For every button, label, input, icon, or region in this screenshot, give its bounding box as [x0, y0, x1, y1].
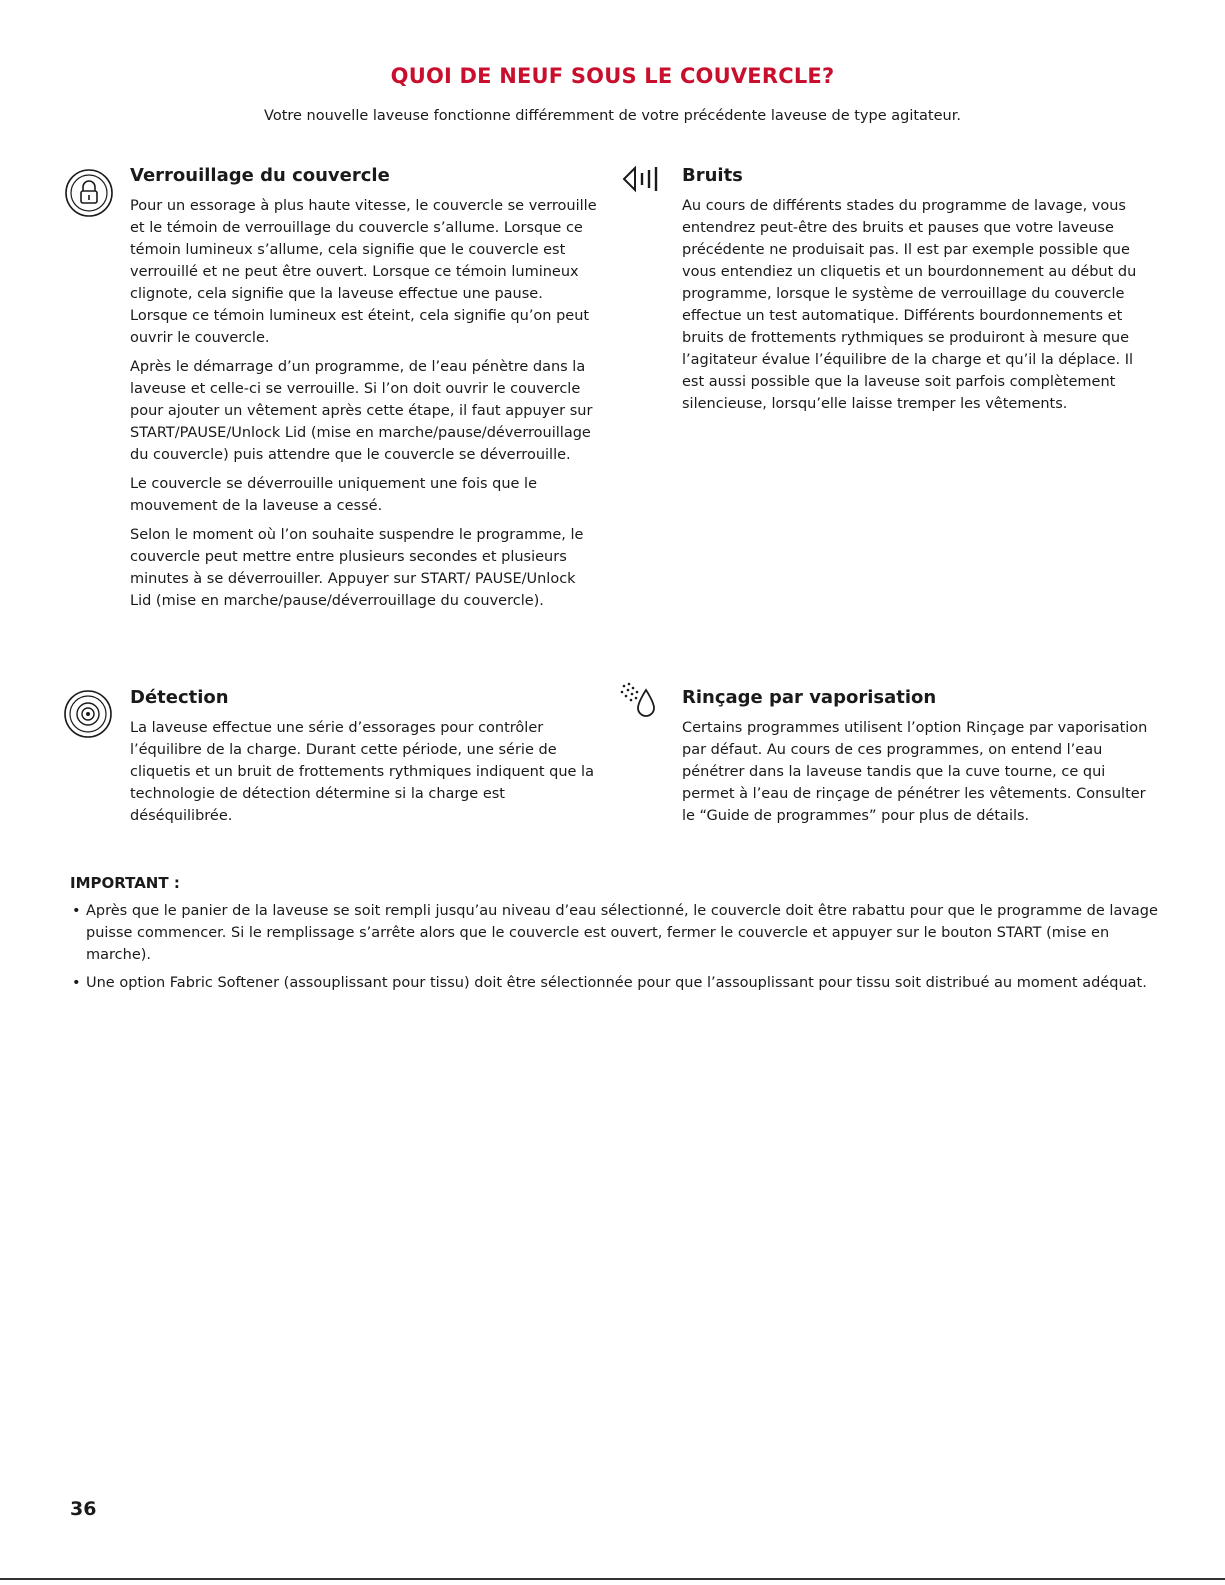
list-item: • Après que le panier de la laveuse se soit rempli jusqu’au niveau d’eau sélectionné, le couvercle doit être rabattu pour que le programme de lavage puisse commencer. Si le remplissage s’arrête alors que le couvercle est ouvert, fermer le couvercle et appuyer sur le bouton START (mise en marche).	[70, 900, 1160, 966]
sensing-icon	[62, 688, 114, 744]
important-list	[70, 900, 1160, 994]
page-number: 36	[70, 1498, 97, 1520]
page-subtitle: Votre nouvelle laveuse fonctionne différemment de votre précédente laveuse de type agitateur.	[264, 108, 961, 124]
list-item: • Une option Fabric Softener (assouplissant pour tissu) doit être sélectionnée pour que l’assouplissant pour tissu soit distribué au moment adéquat.	[70, 972, 1160, 994]
spray-rinse-icon	[618, 680, 664, 724]
page-title: QUOI DE NEUF SOUS LE COUVERCLE?	[390, 64, 835, 88]
paragraph: La laveuse effectue une série d’essorages pour contrôler l’équilibre de la charge. Durant cette période, une série de cliquetis et un bruit de frottements rythmiques indiquent que la technologie de détection détermine si la charge est déséquilibrée.	[130, 720, 594, 824]
paragraph: Le couvercle se déverrouille uniquement une fois que le mouvement de la laveuse a cessé.	[130, 476, 538, 514]
section-sensing	[130, 685, 600, 834]
lid-lock-icon	[63, 167, 115, 223]
section-heading: Verrouillage du couvercle	[130, 165, 390, 186]
section-heading: Bruits	[682, 165, 743, 186]
section-heading: Rinçage par vaporisation	[682, 687, 937, 708]
paragraph: Selon le moment où l’on souhaite suspendre le programme, le couvercle peut mettre entre plusieurs secondes et plusieurs minutes à se déverrouiller. Appuyer sur START/ PAUSE/Unlock Lid (mise en marche/pause/déverrouillage du couvercle).	[130, 527, 584, 609]
paragraph: Pour un essorage à plus haute vitesse, le couvercle se verrouille et le témoin de verrouillage du couvercle s’allume. Lorsque ce témoin lumineux s’allume, cela signifie que le couvercle est verrouillé et ne peut être ouvert. Lorsque ce témoin lumineux clignote, cela signifie que la laveuse effectue une pause. Lorsque ce témoin lumineux est éteint, cela signifie qu’on peut ouvrir le couvercle.	[130, 198, 597, 346]
important-notes	[70, 874, 1160, 1000]
section-heading: Détection	[130, 687, 229, 708]
bottom-rule	[0, 1578, 1225, 1580]
important-heading: IMPORTANT :	[70, 874, 180, 892]
paragraph: Au cours de différents stades du programme de lavage, vous entendrez peut-être des bruits et pauses que votre laveuse précédente ne produisait pas. Il est par exemple possible que vous entendiez un cliquetis et un bourdonnement au début du programme, lorsque le système de verrouillage du couvercle effectue un test automatique. Différents bourdonnements et bruits de frottements rythmiques se produiront à mesure que l’agitateur évalue l’équilibre de la charge et qu’il la déplace. Il est aussi possible que la laveuse soit parfois complètement silencieuse, lorsqu’elle laisse tremper les vêtements.	[682, 198, 1137, 412]
paragraph: Certains programmes utilisent l’option Rinçage par vaporisation par défaut. Au cours de ces programmes, on entend l’eau pénétrer dans la laveuse tandis que la cuve tourne, ce qui permet à l’eau de rinçage de pénétrer les vêtements. Consulter le “Guide de programmes” pour plus de détails.	[682, 720, 1148, 824]
section-spray-rinse	[682, 685, 1152, 834]
paragraph: Après le démarrage d’un programme, de l’eau pénètre dans la laveuse et celle-ci se verrouille. Si l’on doit ouvrir le couvercle pour ajouter un vêtement après cette étape, il faut appuyer sur START/PAUSE/Unlock Lid (mise en marche/pause/déverrouillage du couvercle) puis attendre que le couvercle se déverrouille.	[130, 359, 593, 463]
sound-icon	[621, 164, 667, 198]
section-lid-lock	[130, 163, 600, 619]
section-noises	[682, 163, 1152, 422]
